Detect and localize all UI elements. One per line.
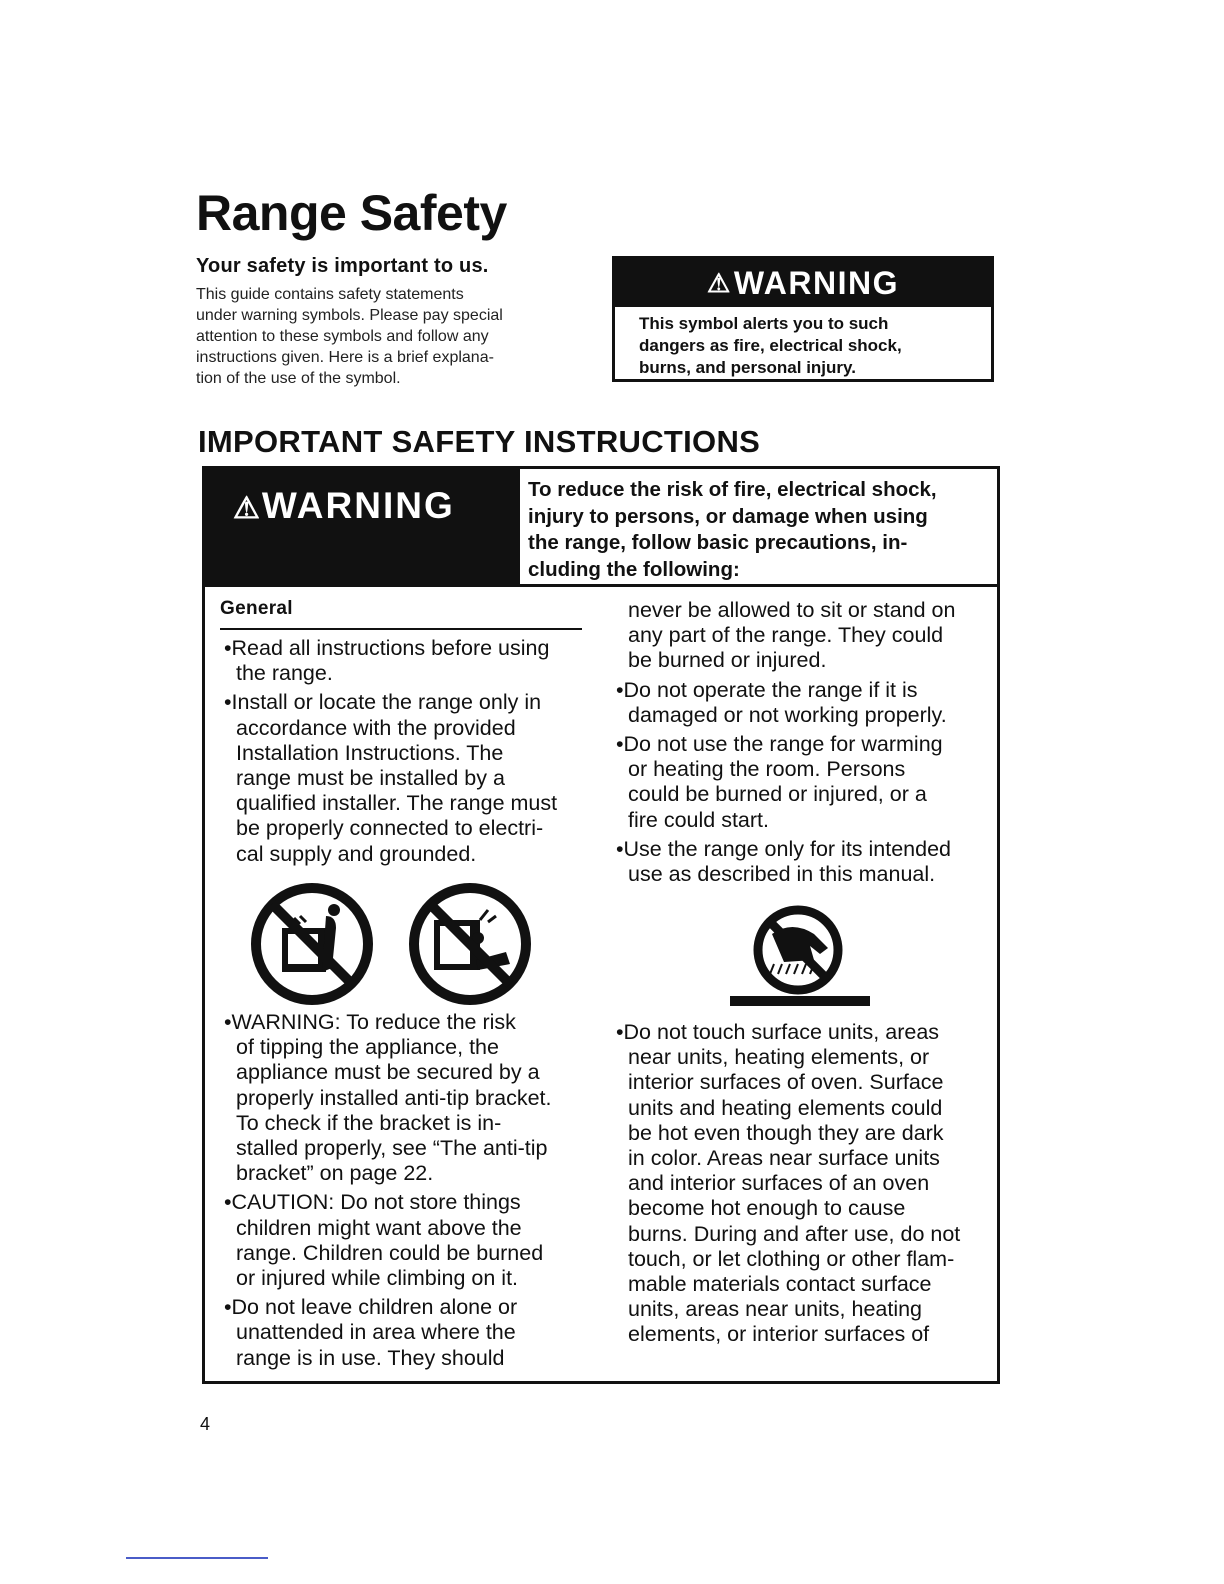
item-line: be properly connected to electri- bbox=[236, 816, 544, 841]
item-line: cal supply and grounded. bbox=[236, 841, 477, 866]
item-line: bracket” on page 22. bbox=[236, 1161, 434, 1186]
precaution-line: cluding the following: bbox=[528, 557, 740, 581]
item-line: To check if the bracket is in- bbox=[236, 1110, 502, 1135]
intro-line: under warning symbols. Please pay special bbox=[196, 307, 503, 324]
right-column-bottom bbox=[616, 1020, 996, 1352]
item-line: in color. Areas near surface units bbox=[628, 1146, 940, 1171]
warning-line: This symbol alerts you to such bbox=[639, 314, 889, 333]
item-line: units and heating elements could bbox=[628, 1095, 943, 1120]
item-line: •Do not use the range for warming bbox=[616, 732, 943, 757]
item-line: •Use the range only for its intended bbox=[616, 836, 952, 861]
item-line: stalled properly, see “The anti-tip bbox=[236, 1136, 548, 1161]
warning-header bbox=[615, 259, 991, 307]
item-line: range is in use. They should bbox=[236, 1345, 505, 1370]
item-line: near units, heating elements, or bbox=[628, 1045, 930, 1070]
list-item bbox=[224, 1010, 594, 1186]
item-line: •Install or locate the range only in bbox=[224, 690, 542, 715]
item-line: or heating the room. Persons bbox=[628, 757, 906, 782]
item-line: •Do not leave children alone or bbox=[224, 1295, 518, 1320]
item-line: •Do not touch surface units, areas bbox=[616, 1020, 940, 1044]
left-column-top bbox=[224, 636, 594, 871]
item-line: elements, or interior surfaces of bbox=[628, 1322, 930, 1347]
list-item bbox=[224, 1190, 594, 1291]
item-line: become hot enough to cause bbox=[628, 1196, 906, 1221]
intro-line: This guide contains safety statements bbox=[196, 286, 464, 303]
header-divider bbox=[205, 584, 1000, 587]
item-line: unattended in area where the bbox=[236, 1320, 516, 1345]
left-column-bottom bbox=[224, 1010, 594, 1375]
warning-block-label bbox=[233, 485, 455, 527]
item-line: never be allowed to sit or stand on bbox=[628, 598, 956, 622]
warning-label: WARNING bbox=[261, 485, 455, 526]
item-line: the range. bbox=[236, 661, 333, 686]
no-standing-on-door-icon bbox=[404, 880, 536, 1008]
list-item bbox=[616, 678, 994, 728]
warning-label: WARNING bbox=[733, 264, 899, 301]
list-item bbox=[224, 1295, 594, 1371]
item-line: touch, or let clothing or other flam- bbox=[628, 1246, 955, 1271]
item-line: could be burned or injured, or a bbox=[628, 782, 927, 807]
item-line: mable materials contact surface bbox=[628, 1272, 932, 1297]
item-line: fire could start. bbox=[628, 807, 769, 832]
warning-description bbox=[639, 313, 902, 379]
safety-subtitle: Your safety is important to us. bbox=[196, 255, 489, 277]
item-line: burns. During and after use, do not bbox=[628, 1221, 961, 1246]
warning-triangle-icon: ⚠ bbox=[707, 267, 732, 298]
item-line: interior surfaces of oven. Surface bbox=[628, 1070, 944, 1095]
item-line: •WARNING: To reduce the risk bbox=[224, 1010, 516, 1034]
precaution-line: To reduce the risk of fire, electrical shock, bbox=[528, 478, 937, 501]
warning-symbol-box bbox=[612, 256, 994, 382]
section-title: IMPORTANT SAFETY INSTRUCTIONS bbox=[198, 424, 761, 459]
item-line: range must be installed by a bbox=[236, 766, 505, 791]
item-line: •CAUTION: Do not store things bbox=[224, 1190, 521, 1215]
item-line: range. Children could be burned bbox=[236, 1240, 544, 1265]
list-item bbox=[616, 598, 994, 674]
precaution-line: injury to persons, or damage when using bbox=[528, 504, 928, 528]
list-item bbox=[224, 690, 594, 866]
item-line: children might want above the bbox=[236, 1215, 522, 1240]
intro-line: tion of the use of the symbol. bbox=[196, 370, 401, 387]
list-item bbox=[224, 636, 594, 686]
general-heading: General bbox=[220, 598, 293, 619]
item-line: any part of the range. They could bbox=[628, 623, 944, 648]
item-line: of tipping the appliance, the bbox=[236, 1035, 499, 1060]
page-number: 4 bbox=[200, 1414, 211, 1434]
item-line: •Read all instructions before using bbox=[224, 636, 550, 660]
item-line: be hot even though they are dark bbox=[628, 1120, 944, 1145]
right-column-top bbox=[616, 598, 994, 891]
item-line: accordance with the provided bbox=[236, 715, 516, 740]
scan-edge-line bbox=[126, 1557, 268, 1559]
list-item bbox=[616, 1020, 996, 1348]
item-line: •Do not operate the range if it is bbox=[616, 677, 918, 702]
precaution-line: the range, follow basic precautions, in- bbox=[528, 531, 908, 554]
general-rule bbox=[220, 628, 582, 630]
item-line: units, areas near units, heating bbox=[628, 1297, 923, 1322]
item-line: Installation Instructions. The bbox=[236, 740, 504, 765]
item-line: be burned or injured. bbox=[628, 648, 827, 673]
no-touch-hot-surface-icon bbox=[726, 904, 874, 1008]
item-line: appliance must be secured by a bbox=[236, 1060, 540, 1085]
warning-line: burns, and personal injury. bbox=[639, 358, 856, 377]
intro-paragraph bbox=[196, 284, 576, 389]
item-line: or injured while climbing on it. bbox=[236, 1266, 519, 1291]
warning-triangle-icon: ⚠ bbox=[233, 492, 262, 525]
list-item bbox=[616, 837, 994, 887]
intro-line: attention to these symbols and follow any bbox=[196, 328, 489, 345]
intro-line: instructions given. Here is a brief explana- bbox=[196, 349, 494, 366]
no-climbing-on-door-icon bbox=[248, 880, 376, 1008]
item-line: and interior surfaces of an oven bbox=[628, 1171, 930, 1196]
item-line: qualified installer. The range must bbox=[236, 791, 558, 816]
warning-line: dangers as fire, electrical shock, bbox=[639, 336, 902, 355]
page-title: Range Safety bbox=[196, 185, 507, 241]
item-line: damaged or not working properly. bbox=[628, 702, 947, 727]
precaution-statement bbox=[517, 469, 1000, 587]
list-item bbox=[616, 732, 994, 833]
item-line: properly installed anti-tip bracket. bbox=[236, 1085, 552, 1110]
warning-block bbox=[205, 469, 517, 587]
item-line: use as described in this manual. bbox=[628, 862, 936, 887]
